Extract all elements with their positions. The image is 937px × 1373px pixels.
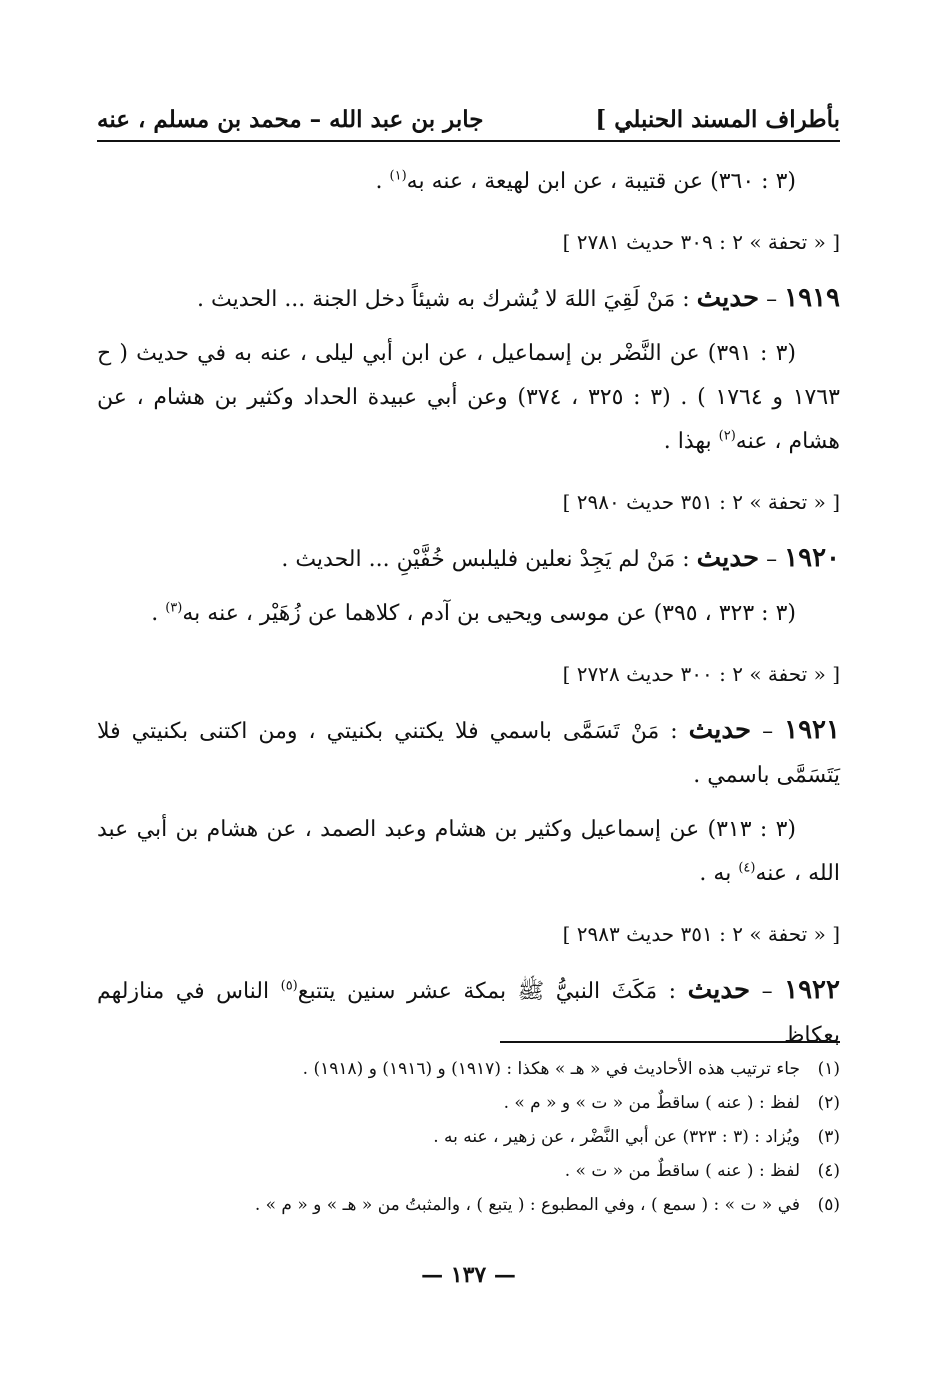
hadith-1919-sources: (٣ : ٣٩١) عن النَّضْر بن إسماعيل ، عن ابن أبي ليلى ، عنه به في حديث ( ح ١٧٦٣ و ١٧٦٤ ) . (٣ : ٣٢٥ ، ٣٧٤) وعن أبي عبيدة الحداد وكثير بن هشام ، عن هشام ، عنه$^{(٢)}$ بهذا . — [97, 341, 840, 454]
hadith-number: ١٩٢٢ — [784, 975, 840, 1005]
hadith-number: ١٩٢١ — [784, 715, 840, 745]
hadith-1920-sources: (٣ : ٣٢٣ ، ٣٩٥) عن موسى ويحيى بن آدم ، كلاهما عن زُهَيْر ، عنه به$^{(٣)}$ . — [151, 600, 796, 626]
hadith-text: : مَنْ تَسَمَّى باسمي فلا يكتني بكنيتي ، ومن اكتنى بكنيتي فلا يَتَسَمَّى باسمي . — [97, 719, 840, 788]
running-header — [97, 98, 840, 142]
hadith-1921: ١٩٢١ – حديث : مَنْ تَسَمَّى باسمي فلا يكتني بكنيتي ، ومن اكتنى بكنيتي فلا يَتَسَمَّى باسمي . — [97, 715, 840, 788]
hadith-label: حديث — [696, 543, 760, 573]
hadith-1921-sources: (٣ : ٣١٣) عن إسماعيل وكثير بن هشام وعبد الصمد ، عن هشام بن أبي عبد الله ، عنه$^{(٤)}$ به . — [97, 817, 840, 886]
footnote-ref: (٤) — [738, 860, 756, 876]
footnote-item: (٢) لفظ : ( عنه ) ساقطٌ من « ت » و « م » . — [503, 1093, 840, 1113]
footnote-item: (٣) ويُزاد : (٣ : ٣٢٣) عن أبي النَّضْر ، عن زهير ، عنه به . — [433, 1127, 840, 1147]
hadith-number: ١٩٢٠ — [784, 543, 840, 573]
hadith-number: ١٩١٩ — [784, 283, 840, 313]
main-text — [97, 160, 840, 1058]
footnote-ref: (٣) — [165, 600, 183, 616]
hadith-label: حديث — [688, 715, 752, 745]
hadith-1920: ١٩٢٠ – حديث : مَنْ لم يَجِدْ نعلين فليلبس خُفَّيْنِ ... الحديث . — [281, 543, 840, 573]
tuhfa-reference: [ « تحفة » ٢ : ٣٠٩ حديث ٢٧٨١ ] — [562, 230, 840, 254]
tuhfa-reference: [ « تحفة » ٢ : ٣٥١ حديث ٢٩٨٠ ] — [562, 490, 840, 514]
hadith-label: حديث — [696, 283, 760, 313]
hadith-1919: ١٩١٩ – حديث : مَنْ لَقِيَ اللهَ لا يُشرك به شيئاً دخل الجنة ... الحديث . — [197, 283, 840, 313]
header-book-title: بأطراف المسند الحنبلي ] — [595, 105, 840, 133]
footnote-ref: (٢) — [718, 428, 736, 444]
footnote-item: (٥) في « ت » : ( سمع ) ، وفي المطبوع : ( يتبع ) ، والمثبتُ من « هـ » و « م » . — [254, 1195, 840, 1215]
hadith-text: : مَنْ لَقِيَ اللهَ لا يُشرك به شيئاً دخل الجنة ... الحديث . — [197, 287, 697, 312]
hadith-text: : مَكَثَ النبيُّ ﷺ بمكة عشر سنين يتتبع — [297, 979, 688, 1004]
footnotes — [97, 1052, 840, 1222]
footnote-item: (٤) لفظ : ( عنه ) ساقطٌ من « ت » . — [564, 1161, 840, 1181]
footnote-separator — [500, 1041, 840, 1043]
footnote-item: (١) جاء ترتيب هذه الأحاديث في « هـ » هكذا : (١٩١٧) و (١٩١٦) و (١٩١٨) . — [302, 1059, 840, 1079]
hadith-1922: ١٩٢٢ – حديث : مَكَثَ النبيُّ ﷺ بمكة عشر سنين يتتبع$^{(٥)}$ الناس في منازلهم بعكاظ — [97, 975, 840, 1048]
continuation-source: (٣ : ٣٦٠) عن قتيبة ، عن ابن لهيعة ، عنه به$^{(١)}$ . — [375, 168, 796, 194]
tuhfa-reference: [ « تحفة » ٢ : ٣٥١ حديث ٢٩٨٣ ] — [562, 922, 840, 946]
page-number: — ١٣٧ — — [421, 1262, 516, 1288]
tuhfa-reference: [ « تحفة » ٢ : ٣٠٠ حديث ٢٧٢٨ ] — [562, 662, 840, 686]
header-chapter-title: جابر بن عبد الله – محمد بن مسلم ، عنه — [97, 105, 484, 133]
footnote-ref: (٥) — [280, 978, 298, 994]
hadith-text: : مَنْ لم يَجِدْ نعلين فليلبس خُفَّيْنِ ... الحديث . — [281, 547, 697, 572]
footnote-ref: (١) — [389, 168, 407, 184]
hadith-label: حديث — [687, 975, 751, 1005]
